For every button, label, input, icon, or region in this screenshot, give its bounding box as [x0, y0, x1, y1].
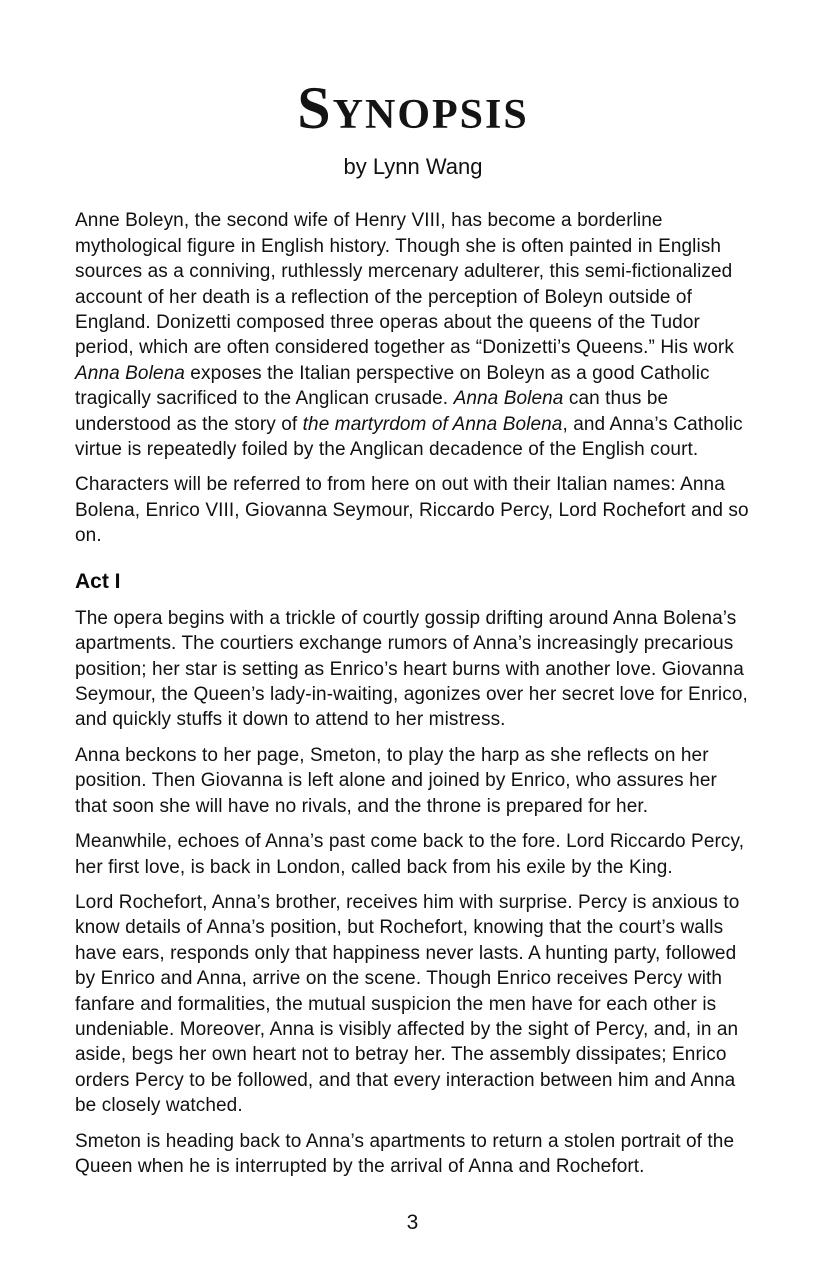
- act-1-heading: Act I: [75, 569, 121, 593]
- text-run: Characters will be referred to from here on out with their Italian names: Anna Bolena, Enrico VIII, Giovanna Seymour, Riccardo Percy, Lord Rochefort and so on.: [75, 474, 749, 547]
- text-run: can thus be understood as the story of: [75, 388, 669, 435]
- text-run: The opera begins with a trickle of courtly gossip drifting around Anna Bolena’s apartments. The courtiers exchange rumors of Anna’s increasingly precarious position; her star is setting as Enrico’s heart burns with another love. Giovanna Seymour, the Queen’s lady-in-waiting, agonizes over her secret love for Enrico, and quickly stuffs it down to attend to her mistress.: [75, 607, 748, 731]
- italic-text-run: the martyrdom of Anna Bolena: [302, 413, 563, 435]
- text-run: Smeton is heading back to Anna’s apartments to return a stolen portrait of the Queen when he is interrupted by the arrival of Anna and Rochefort.: [75, 1130, 735, 1177]
- document-body: [75, 208, 751, 1179]
- page-number: 3: [406, 1211, 419, 1234]
- text-run: Anna beckons to her page, Smeton, to play the harp as she reflects on her position. Then Giovanna is left alone and joined by Enrico, who assures her that soon she will have no rivals, and the throne is prepared for her.: [75, 744, 717, 817]
- text-run: exposes the Italian perspective on Boleyn as a good Catholic tragically sacrificed to the Anglican crusade.: [75, 362, 710, 410]
- page-title: Synopsis: [297, 75, 529, 141]
- act1-paragraph-3: [75, 829, 751, 880]
- act1-paragraph-5: [75, 1129, 751, 1180]
- italic-text-run: Anna Bolena: [75, 362, 185, 384]
- act1-paragraph-4: [75, 890, 751, 1119]
- text-run: , and Anna’s Catholic virtue is repeatedly foiled by the Anglican decadence of the English court.: [75, 413, 743, 461]
- text-run: Lord Rochefort, Anna’s brother, receives him with surprise. Percy is anxious to know details of Anna’s position, but Rochefort, knowing that the court’s walls have ears, responds only that happiness never lasts. A hunting party, followed by Enrico and Anna, arrive on the scene. Though Enrico receives Percy with fanfare and formalities, the mutual suspicion the men have for each other is undeniable. Moreover, Anna is visibly affected by the sight of Percy, and, in an aside, begs her own heart not to betray her. The assembly dissipates; Enrico orders Percy to be followed, and that every interaction between him and Anna be closely watched.: [75, 891, 740, 1117]
- text-run: Meanwhile, echoes of Anna’s past come back to the fore. Lord Riccardo Percy, her first love, is back in London, called back from his exile by the King.: [75, 831, 745, 878]
- act1-paragraph-1: [75, 606, 751, 733]
- intro-paragraph-2: [75, 472, 751, 548]
- act1-paragraph-2: [75, 743, 751, 819]
- intro-paragraph-1: [75, 208, 751, 462]
- byline: by Lynn Wang: [343, 154, 483, 179]
- italic-text-run: Anna Bolena: [453, 388, 564, 410]
- text-run: Anne Boleyn, the second wife of Henry VIII, has become a borderline mythological figure in English history. Though she is often painted in English sources as a conniving, ruthlessly mercenary adulterer, this semi-fictionalized account of her death is a reflection of the perception of Boleyn outside of England. Donizetti composed three operas about the queens of the Tudor period, which are often considered together as “Donizetti’s Queens.” His work: [75, 210, 734, 359]
